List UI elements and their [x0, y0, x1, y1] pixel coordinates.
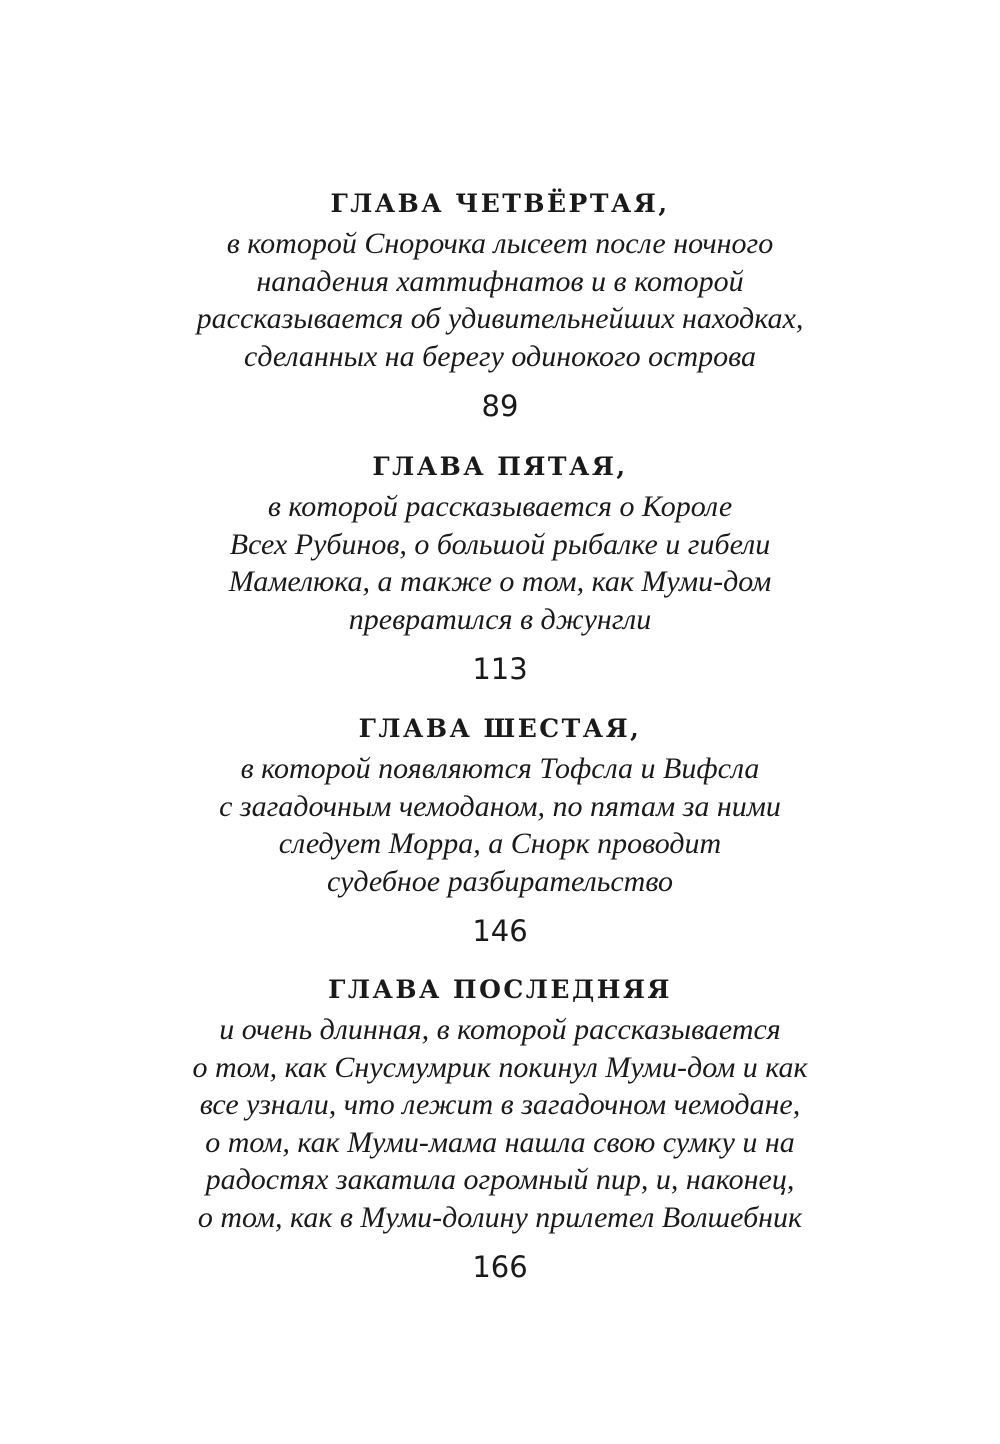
description-line: Всех Рубинов, о большой рыбалке и гибели — [229, 527, 771, 561]
chapter-heading: ГЛАВА ЧЕТВЁРТАЯ, — [330, 189, 670, 218]
chapter-description — [0, 488, 1000, 638]
description-line: в которой Снорочка лысеет после ночного — [226, 227, 774, 260]
chapter-heading: ГЛАВА ПОСЛЕДНЯЯ — [328, 975, 672, 1004]
description-line: следует Морра, а Снорк проводит — [278, 827, 722, 860]
description-line: с загадочным чемоданом, по пятам за ними — [219, 789, 781, 823]
chapter-description — [0, 1011, 1000, 1236]
description-line: Мамелюка, а также о том, как Муми-дом — [228, 565, 772, 598]
page-number: 89 — [481, 389, 519, 423]
description-line: рассказывается об удивительнейших находках, — [196, 302, 804, 335]
chapter-entry-last — [0, 975, 1000, 1284]
chapter-heading: ГЛАВА ШЕСТАЯ, — [358, 714, 642, 743]
chapter-description — [0, 225, 1000, 375]
description-line: превратился в джунгли — [348, 602, 652, 636]
description-line: о том, как Муми-мама нашла свою сумку и на — [205, 1125, 795, 1159]
description-line: о том, как Снусмумрик покинул Муми-дом и как — [192, 1050, 808, 1084]
chapter-entry-6 — [0, 714, 1000, 948]
description-line: судебное разбирательство — [327, 864, 673, 898]
description-line: и очень длинная, в которой рассказывается — [219, 1013, 781, 1046]
chapter-heading: ГЛАВА ПЯТАЯ, — [372, 452, 628, 481]
description-line: радостях закатила огромный пир, и, наконец, — [205, 1163, 795, 1196]
page-number: 146 — [472, 914, 528, 948]
description-line: нападения хаттифнатов и в которой — [256, 264, 744, 298]
page-number: 166 — [472, 1250, 528, 1284]
description-line: сделанных на берегу одинокого острова — [244, 339, 756, 373]
description-line: о том, как в Муми-долину прилетел Волшебник — [197, 1200, 803, 1234]
chapter-entry-5 — [0, 452, 1000, 686]
description-line: все узнали, что лежит в загадочном чемодане, — [199, 1088, 801, 1121]
description-line: в которой появляются Тофсла и Вифсла — [240, 752, 760, 785]
description-line: в которой рассказывается о Короле — [267, 490, 733, 523]
chapter-entry-4 — [0, 189, 1000, 423]
chapter-description — [0, 750, 1000, 900]
page-number: 113 — [472, 652, 528, 686]
